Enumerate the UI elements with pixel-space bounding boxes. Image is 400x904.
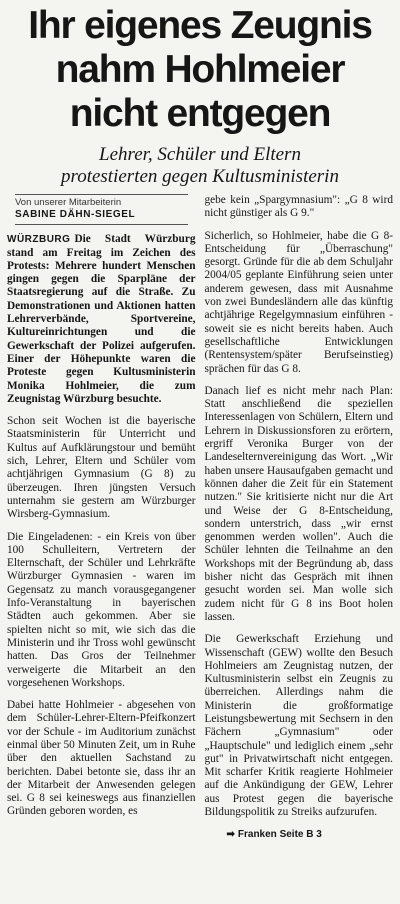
paragraph: Dabei hatte Hohlmeier - abgesehen von dem Schüler-Lehrer-Eltern-Pfeifkonzert vor der Schule - im Auditorium zunächst einmal über 50 Minuten Zeit, um in Ruhe über den aktuellen Sachstand zu berichten. Dabei betonte sie, dass ihr an der Mitarbeit der Anwesenden gelegen sei. G 8 sei keineswegs aus finanziellen Gründen geboren worden, es — [7, 699, 196, 818]
subheadline — [7, 144, 393, 188]
lead-text: Die Stadt Würzburg stand am Freitag im Zeichen des Protests: Mehrere hundert Menschen gingen gegen die Sparpläne der Staatsregierung auf die Straße. Zu Demonstrationen und Aktionen hatten Lehrerverbände, Sportvereine, Kultureinrichtungen und die Gewerkschaft der Polizei aufgerufen. Einer der Höhepunkte waren die Proteste gegen Kultusministerin Monika Hohlmeier, die zum Zeugnistag Würzburg besuchte. — [7, 233, 196, 405]
subheadline-line-1: Lehrer, Schüler und Eltern — [99, 144, 301, 165]
paragraph: Danach lief es nicht mehr nach Plan: Statt anschließend die speziellen Interessenlagen von Schülern, Eltern und Lehrern in Diskussionsforen zu erörtern, ergriff Veronika Burger von der Landeselternvereinigung das Wort. „Wir haben unsere Hausaufgaben gemacht und können daher die Zeit für ein Statement nutzen." Sie kritisierte nicht nur die Art und Weise der G 8-Entscheidung, sondern unterstrich, dass „wir ernst genommen werden wollen". Auch die Schüler lehnten die Teilnahme an den Workshops mit der Begründung ab, dass bisher nicht das Gespräch mit ihnen gesucht worden sei. Man wolle sich zudem nicht für G 8 ins Boot holen lassen. — [204, 384, 393, 623]
paragraph: Die Eingeladenen: - ein Kreis von über 100 Schulleitern, Vertretern der Elternschaft, der Schüler und Lehrkräfte Würzburger Gymnasien - waren im Gegensatz zu manch vorausgegangener Info-Veranstaltung in bayerischen Städten auch gekommen. Aber sie spielten nicht so mit, wie sich das die Ministerin und ihr Tross wohl gewünscht hatten. Das Gros der Teilnehmer verweigerte die Mitarbeit an den vorgesehenen Workshops. — [7, 530, 196, 689]
paragraph: Sicherlich, so Hohlmeier, habe die G 8-Entscheidung für „Überraschung" gesorgt. Gründe für die ab dem Schuljahr 2004/05 geplante Einführung seien unter anderem gewesen, dass mit Ausnahme von zwei Bundesländern alle das künftig achtjährige Regelgymnasium einführen - soweit sie es nicht bereits haben. Auch gesellschaftliche Entwicklungen (Rentensystem/später Berufseinstieg) sprächen für das G 8. — [204, 229, 393, 375]
page-reference-text: Franken Seite B 3 — [237, 829, 322, 841]
arrow-right-icon: ➡ — [226, 829, 235, 841]
headline-line-1: Ihr eigenes Zeugnis — [28, 4, 372, 47]
paragraph: Die Gewerkschaft Erziehung und Wissenschaft (GEW) wollte den Besuch Hohlmeiers am Zeugnistag nutzen, der Kultusministerin selbst ein Zeugnis zu überreichen. Allerdings nahm die Ministerin die großformatige Leistungsbewertung mit Sechsern in den Fächern „Gymnasium" oder „Hauptschule" und lediglich einem „sehr gut" in Privatwirtschaft nicht entgegen. Mit scharfer Kritik reagierte Hohlmeier auf die Ankündigung der GEW, Lehrer aus Protest gegen die bayerische Bildungspolitik zu Streiks aufzurufen. — [204, 633, 393, 819]
byline-prefix: Von unserer Mitarbeiterin — [15, 197, 122, 208]
column-left — [7, 194, 196, 842]
dateline: WÜRZBURG — [7, 234, 71, 246]
paragraph: gebe kein „Spargymnasium": „G 8 wird nicht günstiger als G 9." — [204, 194, 393, 220]
paragraph: Schon seit Wochen ist die bayerische Staatsministerin für Unterricht und Kultus auf Aufklärungstour und bemüht sich, Lehrer, Eltern und Schüler vom achtjährigen Gymnasium (G 8) zu überzeugen. Ihren jüngsten Versuch unternahm sie gestern am Würzburger Wirsberg-Gymnasium. — [7, 415, 196, 521]
byline-author: SABINE DÄHN-SIEGEL — [15, 209, 136, 220]
subheadline-line-2: protestierten gegen Kultusministerin — [61, 166, 339, 187]
column-right — [205, 194, 394, 842]
lead-paragraph — [7, 233, 196, 406]
headline — [7, 4, 393, 136]
headline-line-2: nahm Hohlmeier — [55, 48, 345, 91]
byline — [15, 194, 188, 225]
article-body — [7, 194, 393, 842]
page-reference — [205, 828, 394, 841]
headline-line-3: nicht entgegen — [69, 92, 331, 135]
